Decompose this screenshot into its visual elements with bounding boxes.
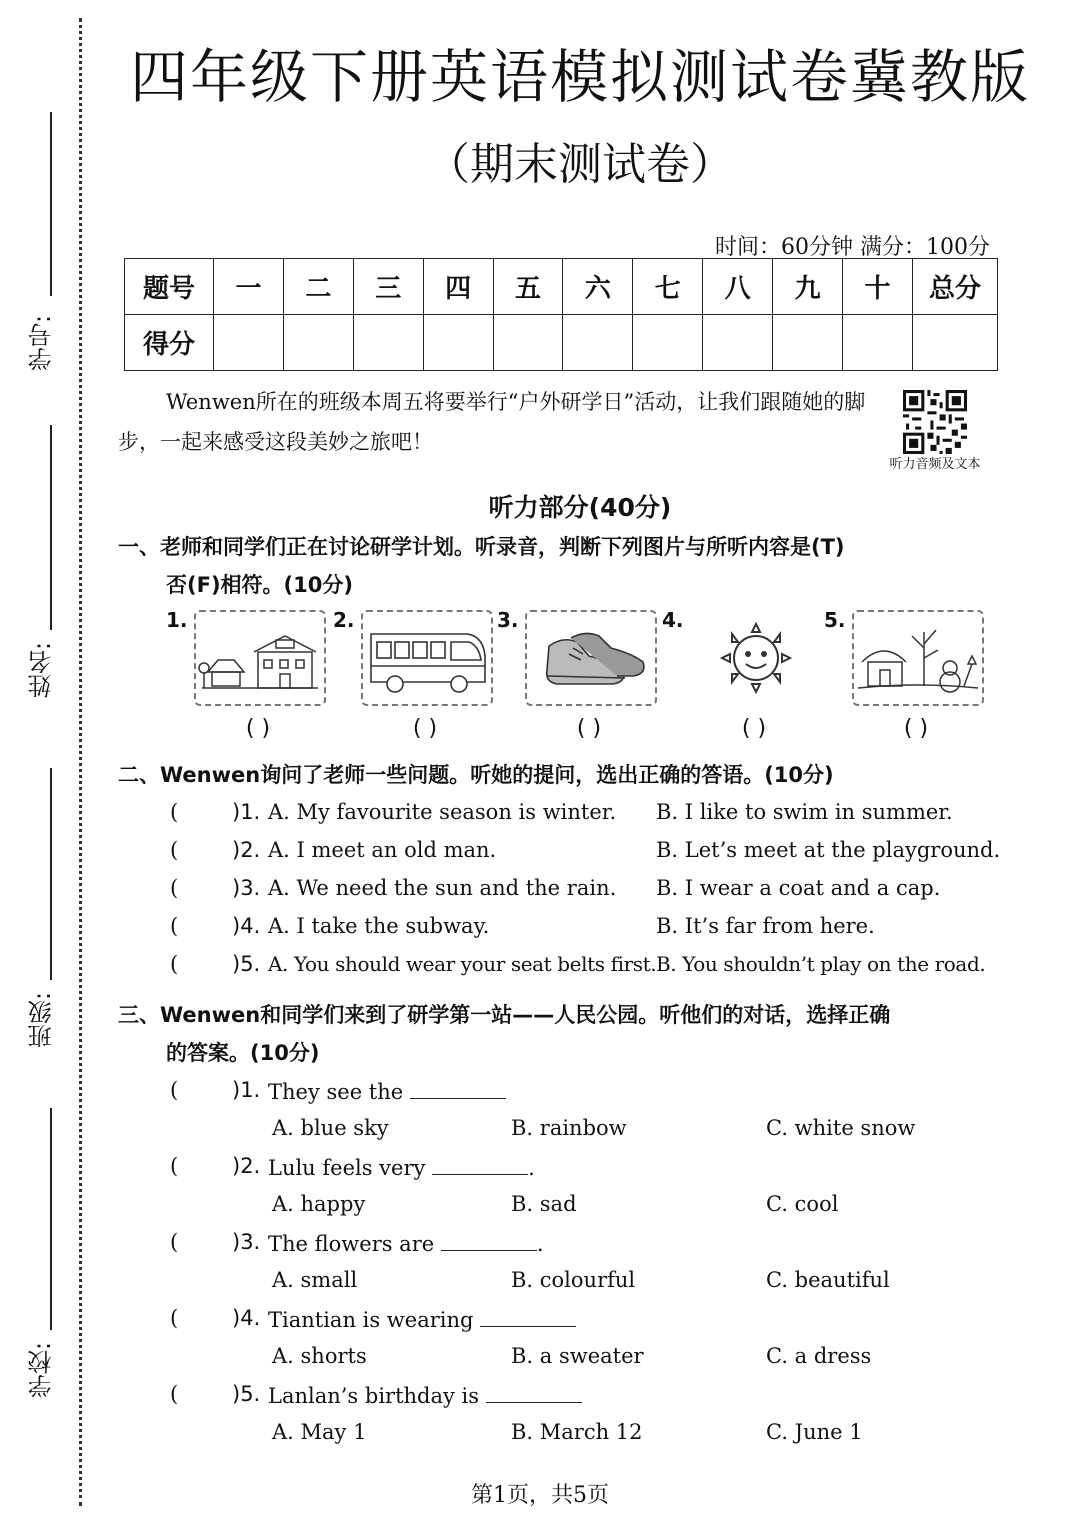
- stem-text: Lulu feels very: [268, 1156, 426, 1180]
- class-blank[interactable]: [50, 768, 52, 980]
- score-table-score-row: [125, 315, 998, 371]
- option-b: B. a sweater: [511, 1344, 644, 1368]
- stem-text: Lanlan’s birthday is: [268, 1384, 480, 1408]
- picture-number: 2.: [333, 608, 355, 632]
- score-table: [124, 258, 998, 371]
- answer-parentheses[interactable]: (: [170, 914, 179, 938]
- table-cell: 八: [703, 259, 773, 315]
- table-cell: 总分: [913, 259, 998, 315]
- question-number: )5.: [232, 1382, 261, 1406]
- option-b: B. Let’s meet at the playground.: [656, 838, 1001, 862]
- answer-blank[interactable]: [480, 1306, 576, 1327]
- answer-parentheses[interactable]: (: [170, 1078, 179, 1102]
- part1-heading: [118, 528, 845, 604]
- option-b: B. It’s far from here.: [656, 914, 875, 938]
- bus-icon: [361, 610, 493, 706]
- option-c: C. beautiful: [766, 1268, 890, 1292]
- student-id-blank[interactable]: [50, 112, 52, 296]
- answer-parentheses[interactable]: (: [170, 800, 179, 824]
- score-cell[interactable]: [773, 315, 843, 371]
- stem-end: .: [536, 1232, 544, 1256]
- option-b: B. rainbow: [511, 1116, 627, 1140]
- class-label: 班级:: [28, 991, 56, 1049]
- option-c: C. cool: [766, 1192, 839, 1216]
- answer-parentheses[interactable]: ( ): [741, 716, 767, 741]
- option-a: A. My favourite season is winter.: [268, 800, 617, 824]
- option-a: A. shorts: [272, 1344, 367, 1368]
- score-cell[interactable]: [353, 315, 423, 371]
- option-c: C. June 1: [766, 1420, 863, 1444]
- answer-parentheses[interactable]: (: [170, 838, 179, 862]
- question-stem: [268, 1078, 506, 1104]
- table-cell: 五: [493, 259, 563, 315]
- score-cell[interactable]: [843, 315, 913, 371]
- part3-heading-line1: 三、Wenwen和同学们来到了研学第一站——人民公园。听他们的对话，选择正确: [118, 1003, 891, 1027]
- question-stem: [268, 1154, 535, 1180]
- answer-blank[interactable]: [441, 1230, 537, 1251]
- option-a: A. I meet an old man.: [268, 838, 497, 862]
- score-cell[interactable]: [423, 315, 493, 371]
- option-b: B. sad: [511, 1192, 577, 1216]
- question-number: )2.: [232, 838, 261, 862]
- answer-parentheses[interactable]: ( ): [576, 716, 602, 741]
- school-label: 学校:: [28, 1341, 56, 1399]
- question-number: )4.: [232, 1306, 261, 1330]
- answer-parentheses[interactable]: (: [170, 876, 179, 900]
- question-number: )5.: [232, 952, 261, 976]
- answer-parentheses[interactable]: ( ): [412, 716, 438, 741]
- part3-heading: [118, 996, 890, 1072]
- qr-code-icon[interactable]: [903, 390, 967, 454]
- score-cell[interactable]: [913, 315, 998, 371]
- park-and-school-icon: [194, 610, 326, 706]
- option-b: B. colourful: [511, 1268, 636, 1292]
- question-number: )3.: [232, 876, 261, 900]
- score-cell[interactable]: [703, 315, 773, 371]
- student-id-label: 学号:: [28, 314, 56, 372]
- score-row-label: 得分: [125, 315, 214, 371]
- answer-parentheses[interactable]: (: [170, 952, 179, 976]
- table-cell: 四: [423, 259, 493, 315]
- time-and-score-info: 时间：60分钟 满分：100分: [715, 235, 990, 260]
- option-c: C. white snow: [766, 1116, 916, 1140]
- picture-number: 4.: [662, 608, 684, 632]
- table-cell: 十: [843, 259, 913, 315]
- option-b: B. You shouldn’t play on the road.: [656, 952, 986, 976]
- answer-parentheses[interactable]: ( ): [245, 716, 271, 741]
- name-label: 姓名:: [28, 641, 56, 699]
- shoes-icon: [525, 610, 657, 706]
- answer-blank[interactable]: [432, 1154, 528, 1175]
- exam-subtitle: （期末测试卷）: [426, 139, 734, 190]
- stem-text: The flowers are: [268, 1232, 435, 1256]
- student-id-field[interactable]: [22, 108, 62, 408]
- picture-number: 3.: [497, 608, 519, 632]
- question-number: )1.: [232, 1078, 261, 1102]
- stem-text: Tiantian is wearing: [268, 1308, 474, 1332]
- option-b: B. I wear a coat and a cap.: [656, 876, 941, 900]
- stem-text: They see the: [268, 1080, 404, 1104]
- option-a: A. You should wear your seat belts first.: [268, 952, 657, 976]
- class-field[interactable]: [22, 768, 62, 1068]
- option-a: A. We need the sun and the rain.: [268, 876, 617, 900]
- table-cell: 一: [214, 259, 284, 315]
- answer-blank[interactable]: [486, 1382, 582, 1403]
- name-field[interactable]: [22, 425, 62, 715]
- table-cell: 二: [283, 259, 353, 315]
- score-cell[interactable]: [214, 315, 284, 371]
- picture-number: 1.: [166, 608, 188, 632]
- score-cell[interactable]: [283, 315, 353, 371]
- answer-parentheses[interactable]: (: [170, 1306, 179, 1330]
- score-cell[interactable]: [633, 315, 703, 371]
- question-number: )2.: [232, 1154, 261, 1178]
- sun-icon: [690, 610, 822, 706]
- table-cell: 六: [563, 259, 633, 315]
- binding-dashed-line: [79, 18, 82, 1506]
- part2-heading: 二、Wenwen询问了老师一些问题。听她的提问，选出正确的答语。(10分): [118, 763, 834, 787]
- exam-title: 四年级下册英语模拟测试卷冀教版: [129, 43, 1030, 111]
- answer-blank[interactable]: [410, 1078, 506, 1099]
- question-stem: [268, 1306, 576, 1332]
- stem-end: .: [528, 1156, 535, 1180]
- question-number: )4.: [232, 914, 261, 938]
- score-table-header-row: [125, 259, 998, 315]
- score-cell[interactable]: [493, 315, 563, 371]
- picture-number: 5.: [824, 608, 846, 632]
- page-footer: 第1页，共5页: [471, 1483, 609, 1508]
- option-a: A. blue sky: [272, 1116, 389, 1140]
- qr-caption: 听力音频及文本: [889, 457, 981, 472]
- table-cell: 七: [633, 259, 703, 315]
- table-cell: 九: [773, 259, 843, 315]
- question-stem: [268, 1230, 544, 1256]
- option-a: A. I take the subway.: [268, 914, 490, 938]
- school-field[interactable]: [22, 1108, 62, 1408]
- listening-section-title: 听力部分(40分): [488, 493, 672, 522]
- option-a: A. small: [272, 1268, 358, 1292]
- question-number: )3.: [232, 1230, 261, 1254]
- table-cell: 题号: [125, 259, 214, 315]
- snowy-house-icon: [852, 610, 984, 706]
- part1-heading-line1: 一、老师和同学们正在讨论研学计划。听录音，判断下列图片与所听内容是(T): [118, 535, 845, 559]
- part1-heading-line2: 否(F)相符。(10分): [166, 573, 353, 597]
- option-a: A. happy: [272, 1192, 366, 1216]
- school-blank[interactable]: [50, 1108, 52, 1330]
- table-cell: 三: [353, 259, 423, 315]
- part3-heading-line2: 的答案。(10分): [166, 1041, 320, 1065]
- option-b: B. March 12: [511, 1420, 643, 1444]
- answer-parentheses[interactable]: (: [170, 1382, 179, 1406]
- answer-parentheses[interactable]: (: [170, 1230, 179, 1254]
- intro-paragraph: Wenwen所在的班级本周五将要举行“户外研学日”活动，让我们跟随她的脚步，一起来感受这段美妙之旅吧！: [118, 390, 866, 454]
- score-cell[interactable]: [563, 315, 633, 371]
- question-stem: [268, 1382, 582, 1408]
- answer-parentheses[interactable]: ( ): [903, 716, 929, 741]
- name-blank[interactable]: [50, 425, 52, 630]
- answer-parentheses[interactable]: (: [170, 1154, 179, 1178]
- option-b: B. I like to swim in summer.: [656, 800, 953, 824]
- option-a: A. May 1: [272, 1420, 367, 1444]
- option-c: C. a dress: [766, 1344, 872, 1368]
- question-number: )1.: [232, 800, 261, 824]
